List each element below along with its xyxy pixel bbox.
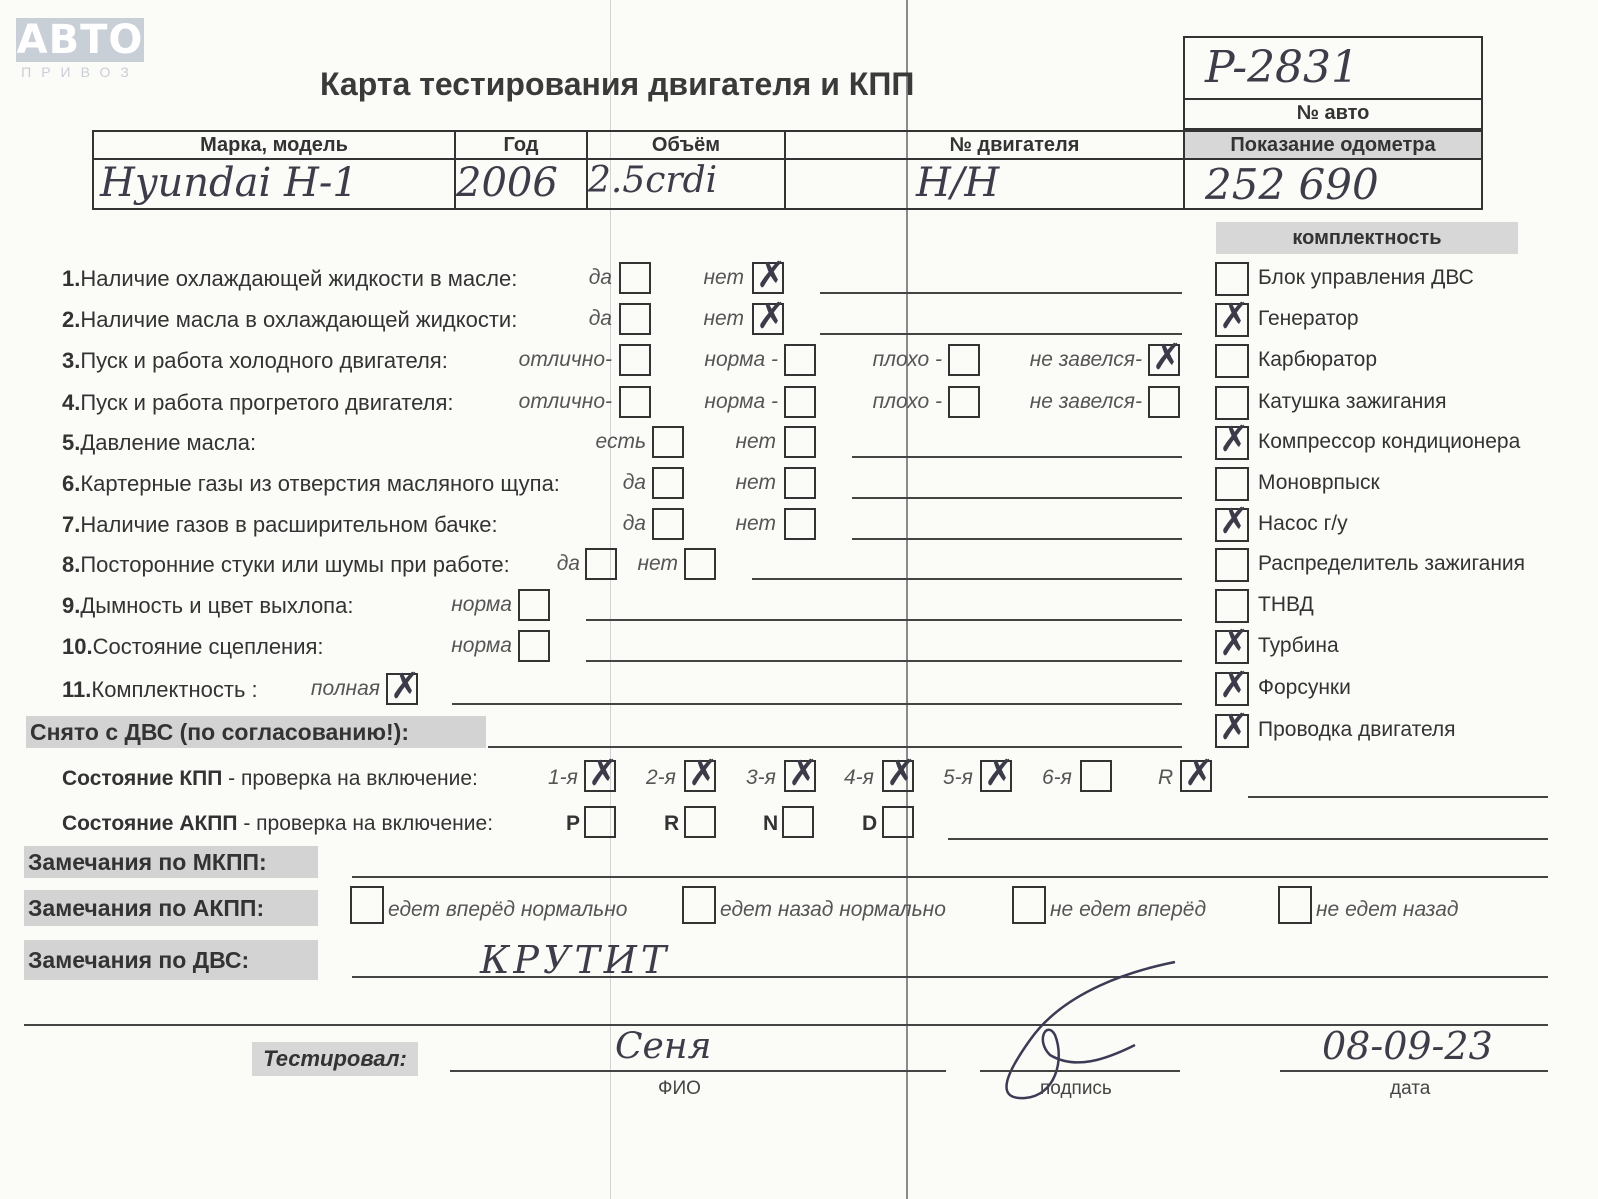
date-value: 08-09-23 (1322, 1024, 1493, 1068)
check-option-label: норма (451, 593, 512, 616)
fio-caption: ФИО (658, 1078, 701, 1099)
kit-checkbox[interactable] (1215, 672, 1249, 706)
volume-value: 2.5crdi (586, 158, 786, 210)
mkpp-notes-label: Замечания по МКПП: (24, 846, 318, 878)
check-box-3-o1[interactable] (619, 344, 651, 376)
gear-label: 3-я (746, 766, 776, 789)
check-box-6-o1[interactable] (652, 467, 684, 499)
check-line[interactable] (820, 333, 1182, 335)
check-line[interactable] (752, 578, 1182, 580)
check-option-label: нет (735, 512, 776, 535)
kit-checkbox[interactable] (1215, 386, 1249, 420)
kit-checkbox[interactable] (1215, 508, 1249, 542)
check-box-10-o1[interactable] (518, 630, 550, 662)
check-option-label: плохо - (872, 348, 942, 371)
check-option-label: не завелся- (1029, 348, 1142, 371)
check-option-label: да (588, 307, 612, 330)
check-box-1-o1[interactable] (619, 262, 651, 294)
check-row-5 (62, 430, 256, 456)
gear-checkbox[interactable] (1180, 760, 1212, 792)
logo: АВТО (16, 17, 144, 63)
page-title: Карта тестирования двигателя и КПП (320, 66, 915, 102)
check-option-label: норма - (704, 390, 778, 413)
gear-label: 5-я (943, 766, 973, 789)
kit-item-label: Компрессор кондиционера (1258, 430, 1521, 453)
check-text: Пуск и работа прогретого двигателя: (80, 390, 454, 415)
kit-item-label: Распределитель зажигания (1258, 552, 1526, 575)
kit-checkbox[interactable] (1215, 714, 1249, 748)
check-box-6-o2[interactable] (784, 467, 816, 499)
check-box-2-o2[interactable] (752, 303, 784, 335)
check-line[interactable] (852, 538, 1182, 540)
check-line[interactable] (586, 619, 1182, 621)
check-number: 6. (62, 471, 81, 496)
check-line[interactable] (452, 703, 1182, 705)
check-option-label: нет (703, 307, 744, 330)
signature-line[interactable] (980, 1070, 1180, 1072)
check-number: 2. (62, 307, 81, 332)
check-option-label: норма (451, 634, 512, 657)
check-option-label: есть (595, 430, 646, 453)
akpp-mode-checkbox[interactable] (584, 806, 616, 838)
date-line[interactable] (1280, 1070, 1548, 1072)
make-label: Марка, модель (92, 130, 456, 160)
check-text: Картерные газы из отверстия масляного щупа: (80, 471, 560, 496)
check-option-label: плохо - (872, 390, 942, 413)
akpp-line[interactable] (948, 838, 1548, 840)
check-number: 4. (62, 390, 81, 415)
check-number: 3. (62, 348, 81, 373)
gear-checkbox[interactable] (1080, 760, 1112, 792)
check-box-5-o2[interactable] (784, 426, 816, 458)
date-caption: дата (1390, 1078, 1431, 1099)
check-option-label: нет (735, 471, 776, 494)
check-number: 10. (62, 634, 93, 659)
check-line[interactable] (820, 292, 1182, 294)
gear-label: 1-я (548, 766, 578, 789)
signature-caption: подпись (1040, 1078, 1112, 1099)
akpp-mode-label: N (763, 812, 779, 835)
check-text: Состояние сцепления: (92, 634, 324, 659)
dvs-notes-label: Замечания по ДВС: (24, 940, 318, 980)
kit-item-label: Насос г/у (1258, 512, 1348, 535)
kit-item-label: Турбина (1258, 634, 1339, 657)
akpp-mode-label: P (566, 812, 581, 835)
check-box-7-o2[interactable] (784, 508, 816, 540)
akpp-remark-label: едет назад нормально (720, 898, 946, 921)
check-box-3-o4[interactable] (1148, 344, 1180, 376)
kit-item-label: ТНВД (1258, 593, 1314, 616)
check-text: Давление масла: (80, 430, 257, 455)
akpp-notes-label: Замечания по АКПП: (24, 890, 318, 926)
akpp-remark-label: едет вперёд нормально (388, 898, 628, 921)
check-box-9-o1[interactable] (518, 589, 550, 621)
check-number: 5. (62, 430, 81, 455)
akpp-remark-label: не едет назад (1316, 898, 1459, 921)
check-row-10 (62, 634, 324, 660)
gear-label: 2-я (646, 766, 676, 789)
gear-label: 4-я (844, 766, 874, 789)
check-option-label: не завелся- (1029, 390, 1142, 413)
kit-title: комплектность (1216, 222, 1518, 254)
dvs-notes-value: КРУТИТ (480, 938, 671, 982)
akpp-remark-checkbox[interactable] (350, 886, 384, 924)
kpp-label: Состояние КПП - проверка на включение: (62, 767, 478, 790)
kit-checkbox[interactable] (1215, 548, 1249, 582)
check-option-label: отлично- (518, 390, 612, 413)
check-option-label: да (622, 512, 646, 535)
kpp-line[interactable] (1248, 796, 1548, 798)
akpp-remark-checkbox[interactable] (1278, 886, 1312, 924)
gear-checkbox[interactable] (584, 760, 616, 792)
kit-checkbox[interactable] (1215, 467, 1249, 501)
kit-item-label: Катушка зажигания (1258, 390, 1447, 413)
akpp-remark-checkbox[interactable] (1012, 886, 1046, 924)
check-number: 7. (62, 512, 81, 537)
check-option-label: нет (735, 430, 776, 453)
check-option-label: отлично- (518, 348, 612, 371)
tested-label: Тестировал: (252, 1042, 418, 1076)
removed-label: Снято с ДВС (по согласованию!): (26, 716, 486, 748)
check-row-1 (62, 266, 517, 292)
kit-item-label: Проводка двигателя (1258, 718, 1456, 741)
check-option-label: да (622, 471, 646, 494)
check-box-4-o1[interactable] (619, 386, 651, 418)
mkpp-notes-line[interactable] (352, 876, 1548, 878)
kit-item-label: Карбюратор (1258, 348, 1378, 371)
check-number: 1. (62, 266, 81, 291)
gear-checkbox[interactable] (882, 760, 914, 792)
check-box-1-o2[interactable] (752, 262, 784, 294)
kit-checkbox[interactable] (1215, 344, 1249, 378)
car-number-value: P-2831 (1205, 42, 1360, 93)
akpp-mode-label: R (664, 812, 680, 835)
check-number: 8. (62, 552, 81, 577)
check-option-label: да (556, 552, 580, 575)
gear-checkbox[interactable] (980, 760, 1012, 792)
check-row-7 (62, 512, 498, 538)
akpp-mode-label: D (862, 812, 878, 835)
kit-item-label: Блок управления ДВС (1258, 266, 1474, 289)
check-row-4 (62, 390, 453, 416)
check-option-label: полная (310, 677, 380, 700)
check-box-8-o2[interactable] (684, 548, 716, 580)
check-box-3-o2[interactable] (784, 344, 816, 376)
check-box-11-o1[interactable] (386, 673, 418, 705)
check-text: Наличие охлаждающей жидкости в масле: (80, 266, 518, 291)
check-line[interactable] (586, 660, 1182, 662)
kit-checkbox[interactable] (1215, 426, 1249, 460)
gear-label: 6-я (1042, 766, 1072, 789)
gear-label: R (1158, 766, 1174, 789)
car-number-box (1183, 36, 1483, 100)
check-box-2-o1[interactable] (619, 303, 651, 335)
engine-value: H/H (784, 158, 1185, 210)
odometer-value: 252 690 (1183, 158, 1483, 210)
kit-checkbox[interactable] (1215, 589, 1249, 623)
check-line[interactable] (852, 456, 1182, 458)
check-row-2 (62, 307, 517, 333)
check-text: Посторонние стуки или шумы при работе: (80, 552, 510, 577)
kit-item-label: Форсунки (1258, 676, 1351, 699)
check-option-label: да (588, 266, 612, 289)
akpp-label: Состояние АКПП - проверка на включение: (62, 812, 494, 835)
check-line[interactable] (852, 497, 1182, 499)
akpp-remark-checkbox[interactable] (682, 886, 716, 924)
akpp-mode-checkbox[interactable] (684, 806, 716, 838)
car-number-label: № авто (1183, 98, 1483, 130)
kit-item-label: Генератор (1258, 307, 1359, 330)
check-box-3-o3[interactable] (948, 344, 980, 376)
check-row-6 (62, 471, 560, 497)
volume-label: Объём (586, 130, 786, 160)
check-text: Пуск и работа холодного двигателя: (80, 348, 448, 373)
year-label: Год (454, 130, 588, 160)
kit-checkbox[interactable] (1215, 630, 1249, 664)
check-row-3 (62, 348, 448, 374)
check-box-7-o1[interactable] (652, 508, 684, 540)
make-value: Hyundai H-1 (92, 158, 456, 210)
check-box-8-o1[interactable] (585, 548, 617, 580)
odometer-label: Показание одометра (1183, 130, 1483, 160)
check-text: Наличие масла в охлаждающей жидкости: (80, 307, 518, 332)
check-row-8 (62, 552, 510, 578)
check-box-4-o2[interactable] (784, 386, 816, 418)
engine-label: № двигателя (784, 130, 1185, 160)
check-row-9 (62, 593, 353, 619)
year-value: 2006 (454, 158, 588, 210)
check-option-label: нет (703, 266, 744, 289)
fio-line[interactable] (450, 1070, 946, 1072)
check-number: 11. (62, 677, 92, 702)
akpp-mode-checkbox[interactable] (882, 806, 914, 838)
check-option-label: нет (637, 552, 678, 575)
check-box-5-o1[interactable] (652, 426, 684, 458)
dvs-notes-line[interactable] (352, 976, 1548, 978)
check-option-label: норма - (704, 348, 778, 371)
check-row-11 (62, 677, 258, 703)
check-number: 9. (62, 593, 81, 618)
tester-name: Сеня (615, 1026, 712, 1067)
akpp-remark-label: не едет вперёд (1050, 898, 1207, 921)
kit-checkbox[interactable] (1215, 303, 1249, 337)
logo-subtitle: ПРИВОЗ (21, 64, 139, 80)
check-text: Наличие газов в расширительном бачке: (80, 512, 498, 537)
kit-checkbox[interactable] (1215, 262, 1249, 296)
kit-item-label: Моноврпыск (1258, 471, 1380, 494)
dvs-notes-line-2[interactable] (24, 1024, 1548, 1026)
check-box-4-o3[interactable] (948, 386, 980, 418)
gear-checkbox[interactable] (784, 760, 816, 792)
check-text: Дымность и цвет выхлопа: (80, 593, 354, 618)
gear-checkbox[interactable] (684, 760, 716, 792)
check-text: Комплектность : (91, 677, 258, 702)
akpp-mode-checkbox[interactable] (782, 806, 814, 838)
check-box-4-o4[interactable] (1148, 386, 1180, 418)
removed-line[interactable] (488, 746, 1182, 748)
